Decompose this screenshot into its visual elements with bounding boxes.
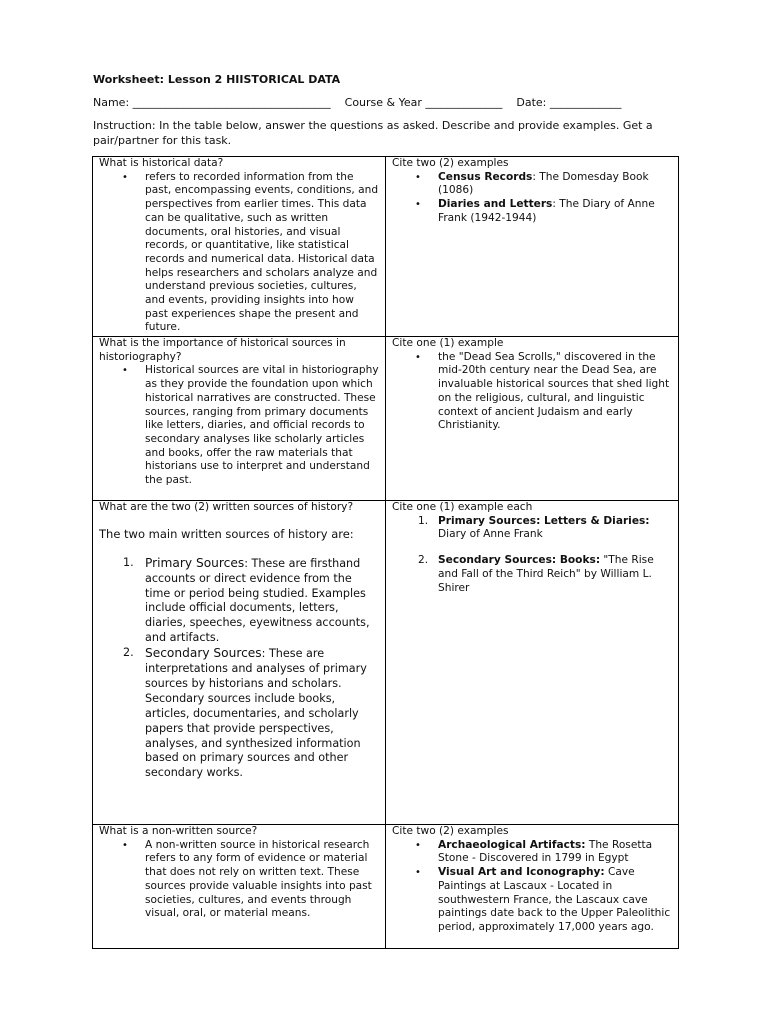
worksheet-table [92,156,679,949]
example-list [392,351,672,433]
example-cell [386,157,679,337]
question-text: What are the two (2) written sources of history? [99,501,354,513]
answer-numbered-list [99,556,379,782]
table-row [93,337,679,501]
example-item: • Census Records: The Domesday Book (1086) [438,171,672,198]
example-prompt: Cite two (2) examples [392,157,509,169]
table-row [93,825,679,949]
name-course-date-line: Name: ____________________________________ Course & Year ______________ Date: _____________ [93,96,622,109]
example-cell [386,825,679,949]
example-item: • the "Dead Sea Scrolls," discovered in the mid-20th century near the Dead Sea, are invaluable historical sources that shed light on the religious, cultural, and linguistic context of ancient Judaism and early Christianity. [438,351,672,433]
answer-lead: The two main written sources of history are: [99,526,354,541]
answer-list [99,364,379,487]
question-cell [93,337,386,501]
answer-item: • refers to recorded information from the past, encompassing events, conditions, and perspectives from earlier times. This data can be qualitative, such as written documents, oral histories, and visual records, or quantitative, like statistical records and numerical data. Historical data helps researchers and scholars analyze and understand previous societies, cultures, and events, providing insights into how past experiences shape the present and future. [145,171,379,335]
question-cell [93,825,386,949]
table-row [93,157,679,337]
example-list [392,839,672,935]
example-prompt: Cite one (1) example each [392,501,533,513]
spacer [438,542,672,554]
worksheet-title: Worksheet: Lesson 2 HIISTORICAL DATA [93,73,341,86]
example-prompt: Cite one (1) example [392,337,504,349]
example-item: 1. Primary Sources: Letters & Diaries: Diary of Anne Frank [418,514,650,541]
table-row [93,501,679,825]
answer-item: • Historical sources are vital in historiography as they provide the foundation upon which historical narratives are constructed. These sources, ranging from primary documents like letters, diaries, and official records to secondary analyses like scholarly articles and books, offer the raw materials that historians use to interpret and understand the past. [145,364,379,487]
answer-list [99,171,379,335]
question-cell [93,157,386,337]
question-text: What is a non-written source? [99,825,258,837]
question-text: What is the importance of historical sources in historiography? [99,337,346,363]
example-item: 2. Secondary Sources: Books: "The Rise and Fall of the Third Reich" by William L. Shirer [418,554,654,594]
question-cell [93,501,386,825]
answer-list [99,839,379,921]
example-item: • Archaeological Artifacts: The Rosetta Stone - Discovered in 1799 in Egypt [438,839,672,866]
example-item: • Diaries and Letters: The Diary of Anne Frank (1942-1944) [438,198,672,225]
answer-item: • A non-written source in historical research refers to any form of evidence or material that does not rely on written text. These sources provide valuable insights into past societies, cultures, and events through visual, oral, or material means. [145,839,379,921]
example-numbered-list [392,515,672,596]
answer-item: 1. Primary Sources: These are firsthand accounts or direct evidence from the time or period being studied. Examples include official documents, letters, diaries, speeches, eyewitness accounts, and artifacts. [123,555,370,645]
example-item: • Visual Art and Iconography: Cave Paintings at Lascaux - Located in southwestern France, the Lascaux cave paintings date back to the Upper Paleolithic period, approximately 17,000 years ago. [438,866,672,935]
answer-item: 2. Secondary Sources: These are interpretations and analyses of primary sources by historians and scholars. Secondary sources include books, articles, documentaries, and scholarly papers that provide perspectives, analyses, and synthesized information based on primary sources and other secondary works. [123,646,367,780]
instruction-text: Instruction: In the table below, answer the questions as asked. Describe and provide examples. Get a pair/partner for this task. [93,119,653,147]
example-cell [386,337,679,501]
example-prompt: Cite two (2) examples [392,825,509,837]
example-cell [386,501,679,825]
question-text: What is historical data? [99,157,224,169]
example-list [392,171,672,226]
